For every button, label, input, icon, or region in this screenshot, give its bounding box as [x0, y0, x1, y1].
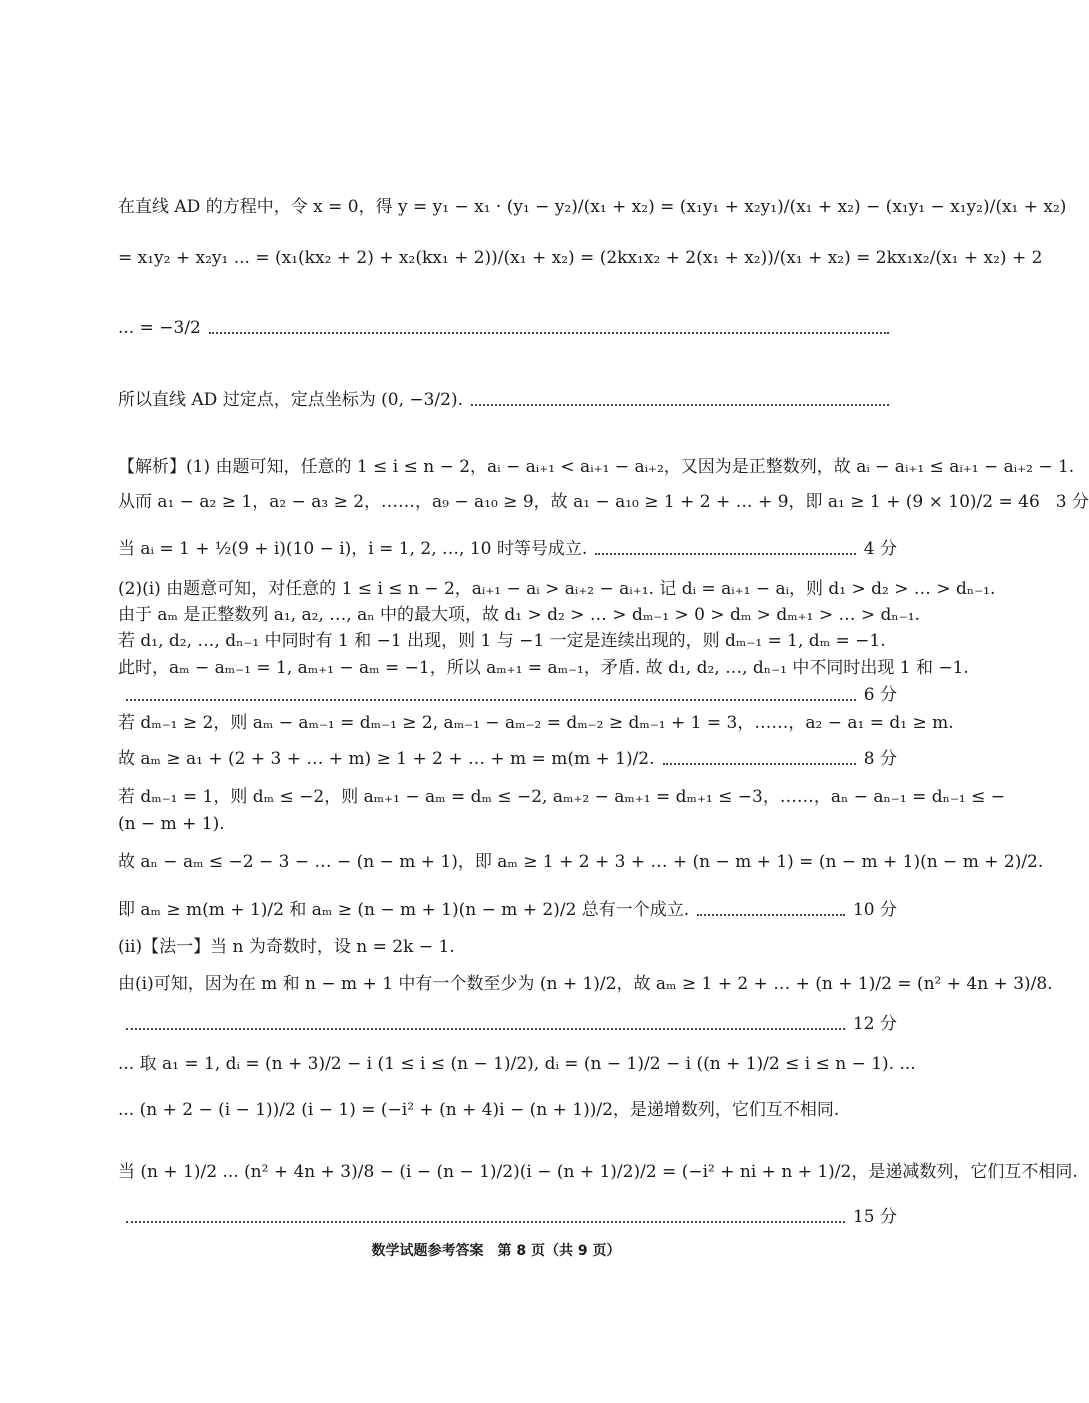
line-text: 即 aₘ ≥ m(m + 1)/2 和 aₘ ≥ (n − m + 1)(n − m + 2)/2 总有一个成立. [118, 900, 690, 920]
leader-dots [126, 698, 856, 701]
line-text: ... 取 a₁ = 1, dᵢ = (n + 3)/2 − i (1 ≤ i ≤ (n − 1)/2), dᵢ = (n − 1)/2 − i ((n + 1)/2 ≤ i ≤ n − 1). ... [118, 1054, 916, 1074]
text-line [118, 850, 1044, 874]
line-text: 从而 a₁ − a₂ ≥ 1，a₂ − a₃ ≥ 2，……，a₉ − a₁₀ ≥ 9，故 a₁ − a₁₀ ≥ 1 + 2 + … + 9，即 a₁ ≥ 1 + (9 × 10)/2 = 46 [118, 492, 1040, 512]
text-line [118, 455, 1075, 479]
text-line [118, 629, 897, 653]
line-text: ... = −3/2 [118, 318, 201, 338]
line-text: 故 aₘ ≥ a₁ + (2 + 3 + … + m) ≥ 1 + 2 + … + m = m(m + 1)/2. [118, 749, 655, 769]
leader-dots [595, 552, 855, 555]
leader-dots [126, 1027, 845, 1030]
line-text: = x₁y₂ + x₂y₁ ... = (x₁(kx₂ + 2) + x₂(kx₁ + 2))/(x₁ + x₂) = (2kx₁x₂ + 2(x₁ + x₂))/(x₁ + x₂) = 2kx₁x₂/(x₁ + x₂) + 2 [118, 248, 1043, 268]
text-line [118, 935, 897, 959]
line-text: 所以直线 AD 过定点，定点坐标为 (0, −3/2). [118, 390, 464, 410]
line-text: 由(ⅰ)可知，因为在 m 和 n − m + 1 中有一个数至少为 (n + 1)/2，故 aₘ ≥ 1 + 2 + … + (n + 1)/2 = (n² + 4n + 3)/8. [118, 974, 1053, 994]
line-text: 当 aᵢ = 1 + ½(9 + i)(10 − i)，i = 1, 2, …, 10 时等号成立. [118, 539, 588, 559]
score-label: 3 分 [1055, 492, 1089, 512]
text-line [118, 711, 954, 735]
scored-line [118, 683, 897, 707]
scored-line [118, 1012, 897, 1036]
line-text: 在直线 AD 的方程中，令 x = 0，得 y = y₁ − x₁ · (y₁ − y₂)/(x₁ + x₂) = (x₁y₁ + x₂y₁)/(x₁ + x₂) − (x₁y₁ − x₁y₂)/(x₁ + x₂) [118, 197, 1067, 217]
line-text: ... (n + 2 − (i − 1))/2 (i − 1) = (−i² + (n + 4)i − (n + 1))/2，是递增数列，它们互不相同. [118, 1100, 840, 1120]
score-label: 12 分 [852, 1014, 897, 1034]
text-line [118, 1052, 916, 1076]
line-text: 故 aₙ − aₘ ≤ −2 − 3 − … − (n − m + 1)，即 aₘ ≥ 1 + 2 + 3 + … + (n − m + 1) = (n − m + 1)(n − m + 2)/2. [118, 852, 1044, 872]
text-line [118, 603, 920, 627]
text-line [118, 785, 1006, 809]
score-label: 4 分 [863, 539, 897, 559]
line-text: 若 d₁, d₂, …, dₙ₋₁ 中同时有 1 和 −1 出现，则 1 与 −1 一定是连续出现的，则 dₘ₋₁ = 1, dₘ = −1. [118, 631, 886, 651]
leader-dots [126, 1220, 845, 1223]
scored-line [118, 747, 897, 771]
line-text: 若 dₘ₋₁ = 1，则 dₘ ≤ −2，则 aₘ₊₁ − aₘ = dₘ ≤ −2, aₘ₊₂ − aₘ₊₁ = dₘ₊₁ ≤ −3，……，aₙ − aₙ₋₁ = dₙ₋₁ ≤ − [118, 787, 1006, 807]
line-text: (ⅱ)【法一】当 n 为奇数时，设 n = 2k − 1. [118, 937, 455, 957]
scored-line [118, 898, 897, 922]
text-line [118, 246, 1043, 270]
leader-dots [697, 913, 845, 916]
text-line [118, 972, 1053, 996]
line-text: 【解析】(1) 由题可知，任意的 1 ≤ i ≤ n − 2，aᵢ − aᵢ₊₁ < aᵢ₊₁ − aᵢ₊₂，又因为是正整数列，故 aᵢ − aᵢ₊₁ ≤ aᵢ₊₁ − aᵢ₊₂ − 1. [118, 457, 1075, 477]
score-label: 10 分 [852, 900, 897, 920]
line-text: (2)(ⅰ) 由题意可知，对任意的 1 ≤ i ≤ n − 2，aᵢ₊₁ − aᵢ > aᵢ₊₂ − aᵢ₊₁. 记 dᵢ = aᵢ₊₁ − aᵢ，则 d₁ > d₂ > … > dₙ₋₁. [118, 579, 996, 599]
scored-line [118, 1205, 897, 1229]
score-label: 8 分 [863, 749, 897, 769]
line-text: 若 dₘ₋₁ ≥ 2，则 aₘ − aₘ₋₁ = dₘ₋₁ ≥ 2, aₘ₋₁ − aₘ₋₂ = dₘ₋₂ ≥ dₘ₋₁ + 1 = 3，……，a₂ − a₁ = d₁ ≥ m. [118, 713, 954, 733]
page-footer: 数学试题参考答案 第 8 页（共 9 页） [371, 1243, 621, 1259]
score-label: 6 分 [863, 685, 897, 705]
line-text: 此时，aₘ − aₘ₋₁ = 1, aₘ₊₁ − aₘ = −1，所以 aₘ₊₁ = aₘ₋₁，矛盾. 故 d₁, d₂, …, dₙ₋₁ 中不同时出现 1 和 −1. [118, 658, 969, 678]
text-line [118, 577, 996, 601]
line-text: (n − m + 1). [118, 814, 225, 834]
text-line [118, 1160, 1078, 1184]
scored-line [118, 388, 897, 412]
scored-line [118, 490, 1089, 514]
text-line [118, 812, 897, 836]
text-line [118, 656, 969, 680]
text-line [118, 1098, 897, 1122]
scored-line [118, 537, 897, 561]
leader-dots [209, 331, 889, 334]
text-line [118, 195, 1067, 219]
leader-dots [663, 762, 856, 765]
score-label: 15 分 [852, 1207, 897, 1227]
line-text: 由于 aₘ 是正整数列 a₁, a₂, …, aₙ 中的最大项，故 d₁ > d₂ > … > dₘ₋₁ > 0 > dₘ > dₘ₊₁ > … > dₙ₋₁. [118, 605, 920, 625]
scored-line [118, 316, 897, 340]
leader-dots [471, 403, 889, 406]
line-text: 当 (n + 1)/2 ... (n² + 4n + 3)/8 − (i − (n − 1)/2)(i − (n + 1)/2)/2 = (−i² + ni + n + 1)/2，是递减数列，它们互不相同. [118, 1162, 1078, 1182]
